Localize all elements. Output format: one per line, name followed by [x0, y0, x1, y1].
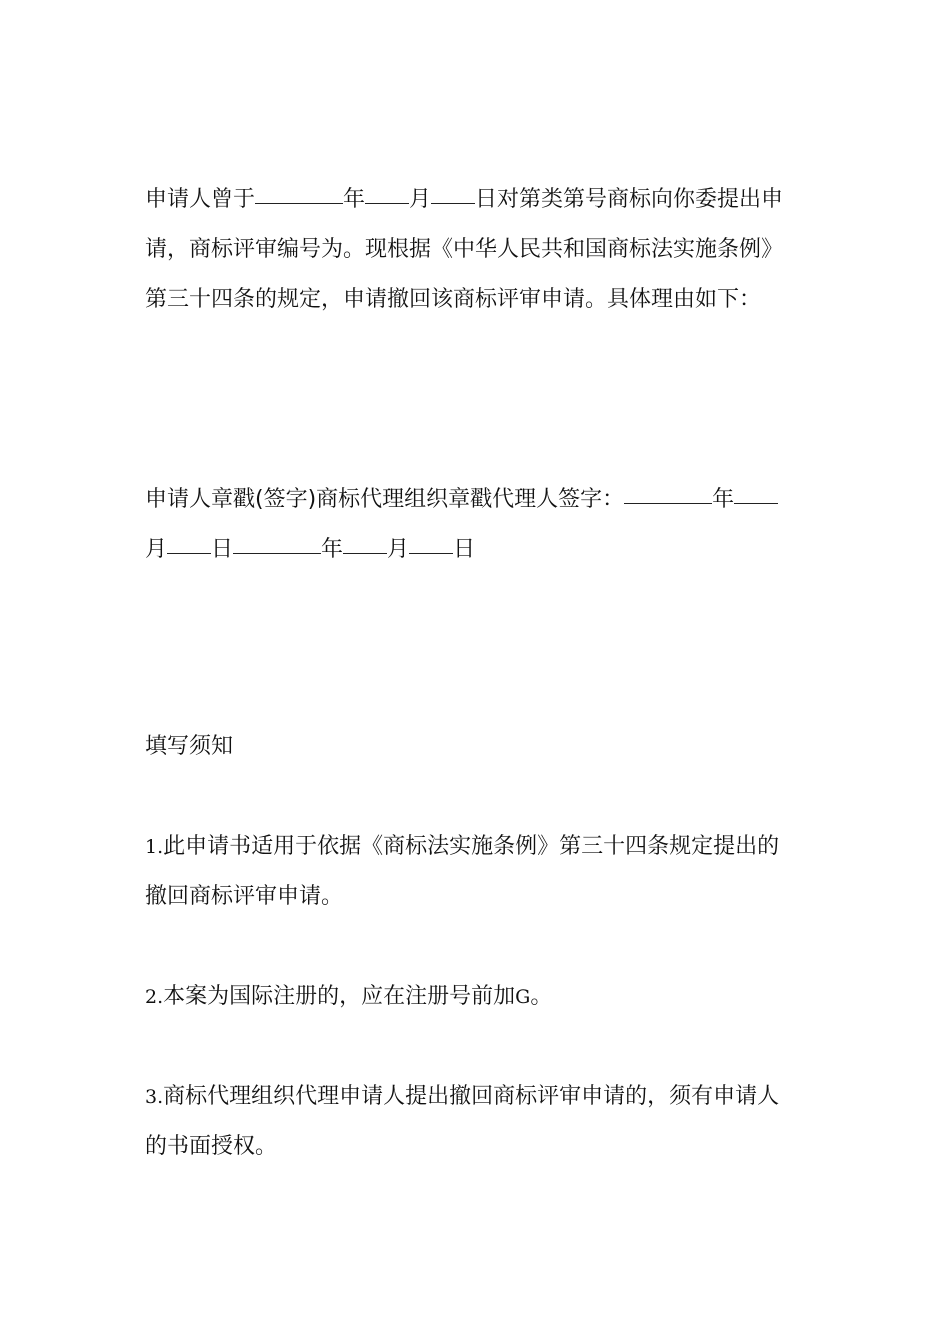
day-blank[interactable] — [431, 202, 475, 204]
signature-month2-label: 月 — [387, 537, 410, 562]
year-blank[interactable] — [255, 202, 343, 204]
signature-year2-label: 年 — [321, 537, 344, 562]
notes-title: 填写须知 — [145, 734, 234, 759]
note-1-line-2: 撤回商标评审申请。 — [145, 884, 344, 909]
intro-line-3: 第三十四条的规定，申请撤回该商标评审申请。具体理由如下： — [145, 287, 762, 312]
intro-line-1 — [145, 175, 810, 225]
year-label: 年 — [343, 187, 366, 212]
note-2-line-1 — [145, 972, 810, 1022]
signature-month-blank[interactable] — [734, 502, 778, 504]
note-3-line-1 — [145, 1072, 810, 1122]
intro-applicant-text: 申请人曾于 — [145, 187, 256, 212]
signature-line-1 — [145, 475, 810, 525]
note-3-number: 3. — [145, 1086, 164, 1108]
signature-line-2 — [145, 525, 810, 575]
note-3-line-2: 的书面授权。 — [145, 1134, 278, 1159]
intro-day-tail-text: 日对第类第号商标向你委提出申 — [475, 187, 784, 212]
signature-year-label: 年 — [712, 487, 735, 512]
note-1-text: 此申请书适用于依据《商标法实施条例》第三十四条规定提出的 — [163, 834, 780, 859]
signature-year2-blank[interactable] — [233, 552, 321, 554]
signature-day2-blank[interactable] — [409, 552, 453, 554]
signature-year-blank[interactable] — [624, 502, 712, 504]
note-2-text: 本案为国际注册的，应在注册号前加 — [163, 984, 516, 1009]
note-2-number: 2. — [145, 986, 164, 1008]
signature-label: 申请人章戳(签字)商标代理组织章戳代理人签字： — [145, 487, 625, 512]
signature-month2-blank[interactable] — [343, 552, 387, 554]
signature-day-blank[interactable] — [167, 552, 211, 554]
note-3-text: 商标代理组织代理申请人提出撤回商标评审申请的，须有申请人 — [163, 1084, 780, 1109]
signature-day2-label: 日 — [453, 537, 476, 562]
month-blank[interactable] — [365, 202, 409, 204]
month-label: 月 — [409, 187, 432, 212]
note-1-line-1 — [145, 822, 810, 872]
note-2-letter: G — [515, 986, 531, 1008]
signature-day-label: 日 — [211, 537, 234, 562]
intro-line-2: 请，商标评审编号为。现根据《中华人民共和国商标法实施条例》 — [145, 237, 784, 262]
note-1-number: 1. — [145, 836, 164, 858]
signature-month-label: 月 — [145, 537, 168, 562]
note-2-tail: 。 — [530, 984, 553, 1009]
